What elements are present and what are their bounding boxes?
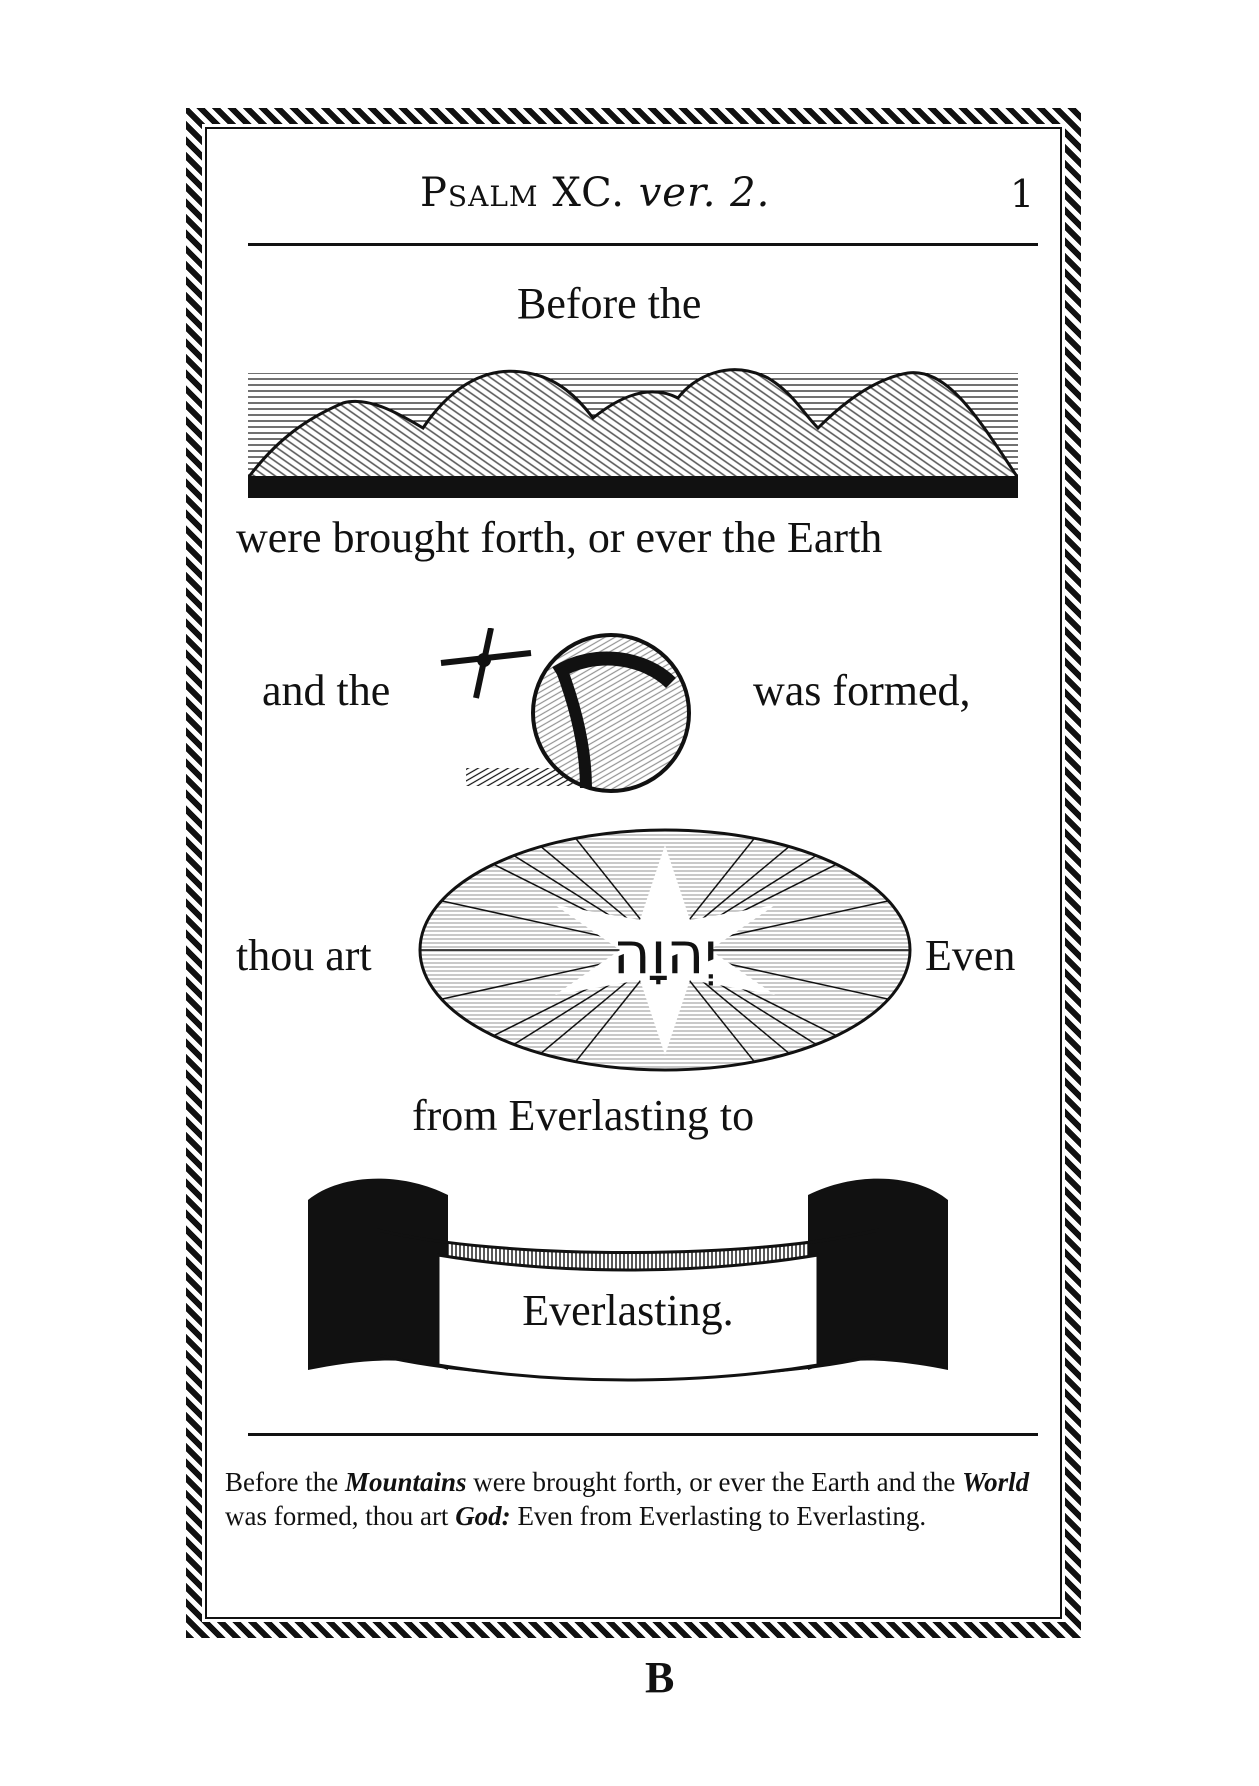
rebus-line-4-left: thou art: [236, 931, 372, 980]
caption-text-1: Before the: [225, 1467, 345, 1497]
glory-illustration: [415, 825, 915, 1075]
caption-mountains: Mountains: [344, 1467, 467, 1497]
caption-text-2: were brought forth, or ever the Earth and the: [466, 1467, 963, 1497]
banner-text: Everlasting.: [522, 1286, 734, 1335]
caption-rule: [248, 1433, 1038, 1436]
mountains-illustration: [248, 358, 1018, 498]
title-numeral: XC.: [552, 170, 625, 216]
rebus-line-1: Before the: [517, 279, 702, 328]
page-title: [420, 170, 770, 216]
title-verse: ver. 2.: [638, 170, 771, 216]
rebus-line-2: were brought forth, or ever the Earth: [236, 513, 883, 562]
caption-text-3: was formed, thou art: [225, 1501, 456, 1531]
verse-caption: [225, 1465, 1030, 1533]
signature-mark: B: [645, 1653, 675, 1702]
caption-world: World: [962, 1467, 1030, 1497]
globe-illustration: [436, 628, 716, 798]
header-rule: [248, 243, 1038, 246]
caption-text-4: Even from Everlasting to Everlasting.: [510, 1501, 927, 1531]
rebus-line-5: from Everlasting to: [412, 1091, 755, 1140]
rebus-line-3-left: and the: [262, 666, 391, 715]
divine-name: יְהוָה: [612, 919, 718, 987]
page-number: 1: [1010, 172, 1035, 216]
title-psalm: Psalm: [420, 170, 539, 216]
caption-god: God:: [455, 1501, 511, 1531]
rebus-line-4-right: Even: [925, 931, 1016, 980]
rebus-line-3-right: was formed,: [753, 666, 971, 715]
banner-illustration: [298, 1170, 958, 1400]
